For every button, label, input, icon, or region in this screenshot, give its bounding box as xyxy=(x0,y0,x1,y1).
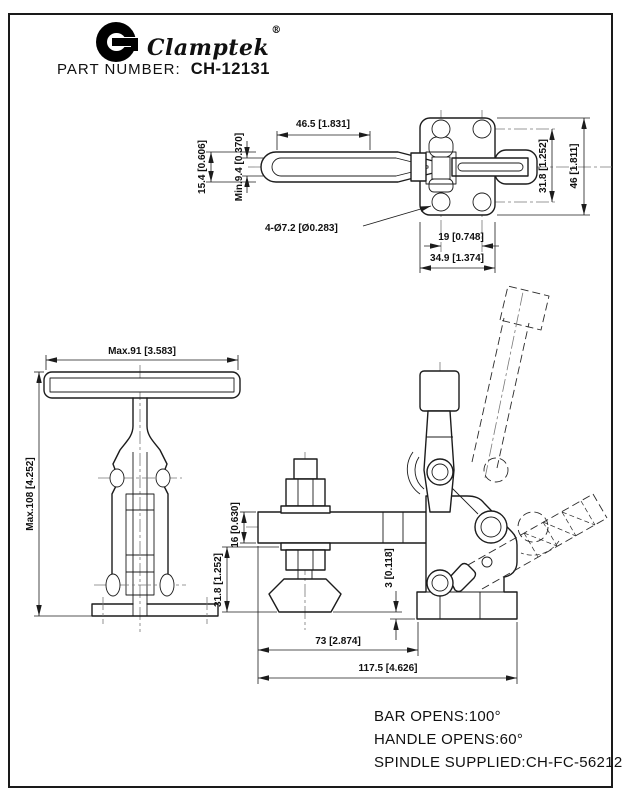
registered-mark: ® xyxy=(271,24,282,36)
dim-overall-length: 117.5 [4.626] xyxy=(358,663,418,674)
dim-clearance: 3 [0.118] xyxy=(384,548,395,588)
dim-hole-spacing: 19 [0.748] xyxy=(438,232,484,243)
dim-base-length: 46 [1.811] xyxy=(569,143,580,189)
dim-base-width: 34.9 [1.374] xyxy=(430,253,484,264)
top-view xyxy=(197,110,612,273)
part-number-value: CH-12131 xyxy=(190,60,270,78)
part-number-label: PART NUMBER: xyxy=(57,61,181,78)
handle-open-position xyxy=(472,286,549,482)
u-bar-grip xyxy=(44,372,240,398)
note-bar-opens: BAR OPENS:100° xyxy=(374,708,501,725)
front-view xyxy=(25,346,240,632)
dim-bar-reach: 73 [2.874] xyxy=(315,636,361,647)
dim-bar-width: 15.4 [0.606] xyxy=(197,140,208,194)
note-handle-opens: HANDLE OPENS:60° xyxy=(374,731,524,748)
note-spindle-supplied: SPINDLE SUPPLIED:CH-FC-56212 xyxy=(374,754,623,771)
dim-hole-span: 31.8 [1.252] xyxy=(538,139,549,193)
base-feet xyxy=(92,595,218,624)
handle-loop xyxy=(261,152,437,182)
dim-mounting-holes: 4-Ø7.2 [Ø0.283] xyxy=(265,223,338,234)
dim-spindle-drop: 31.8 [1.252] xyxy=(213,553,224,607)
dim-max-width: Max.91 [3.583] xyxy=(108,346,176,357)
dim-bar-height: 16 [0.630] xyxy=(230,502,241,548)
dim-min-gap: Min.9.4 [0.370] xyxy=(234,132,245,202)
spec-notes xyxy=(374,705,622,774)
side-view xyxy=(213,286,607,684)
brand-text: Clamptek xyxy=(147,35,270,61)
handle-side xyxy=(407,371,459,512)
dim-handle-length: 46.5 [1.831] xyxy=(296,119,350,130)
dim-max-height: Max.108 [4.252] xyxy=(25,457,36,531)
